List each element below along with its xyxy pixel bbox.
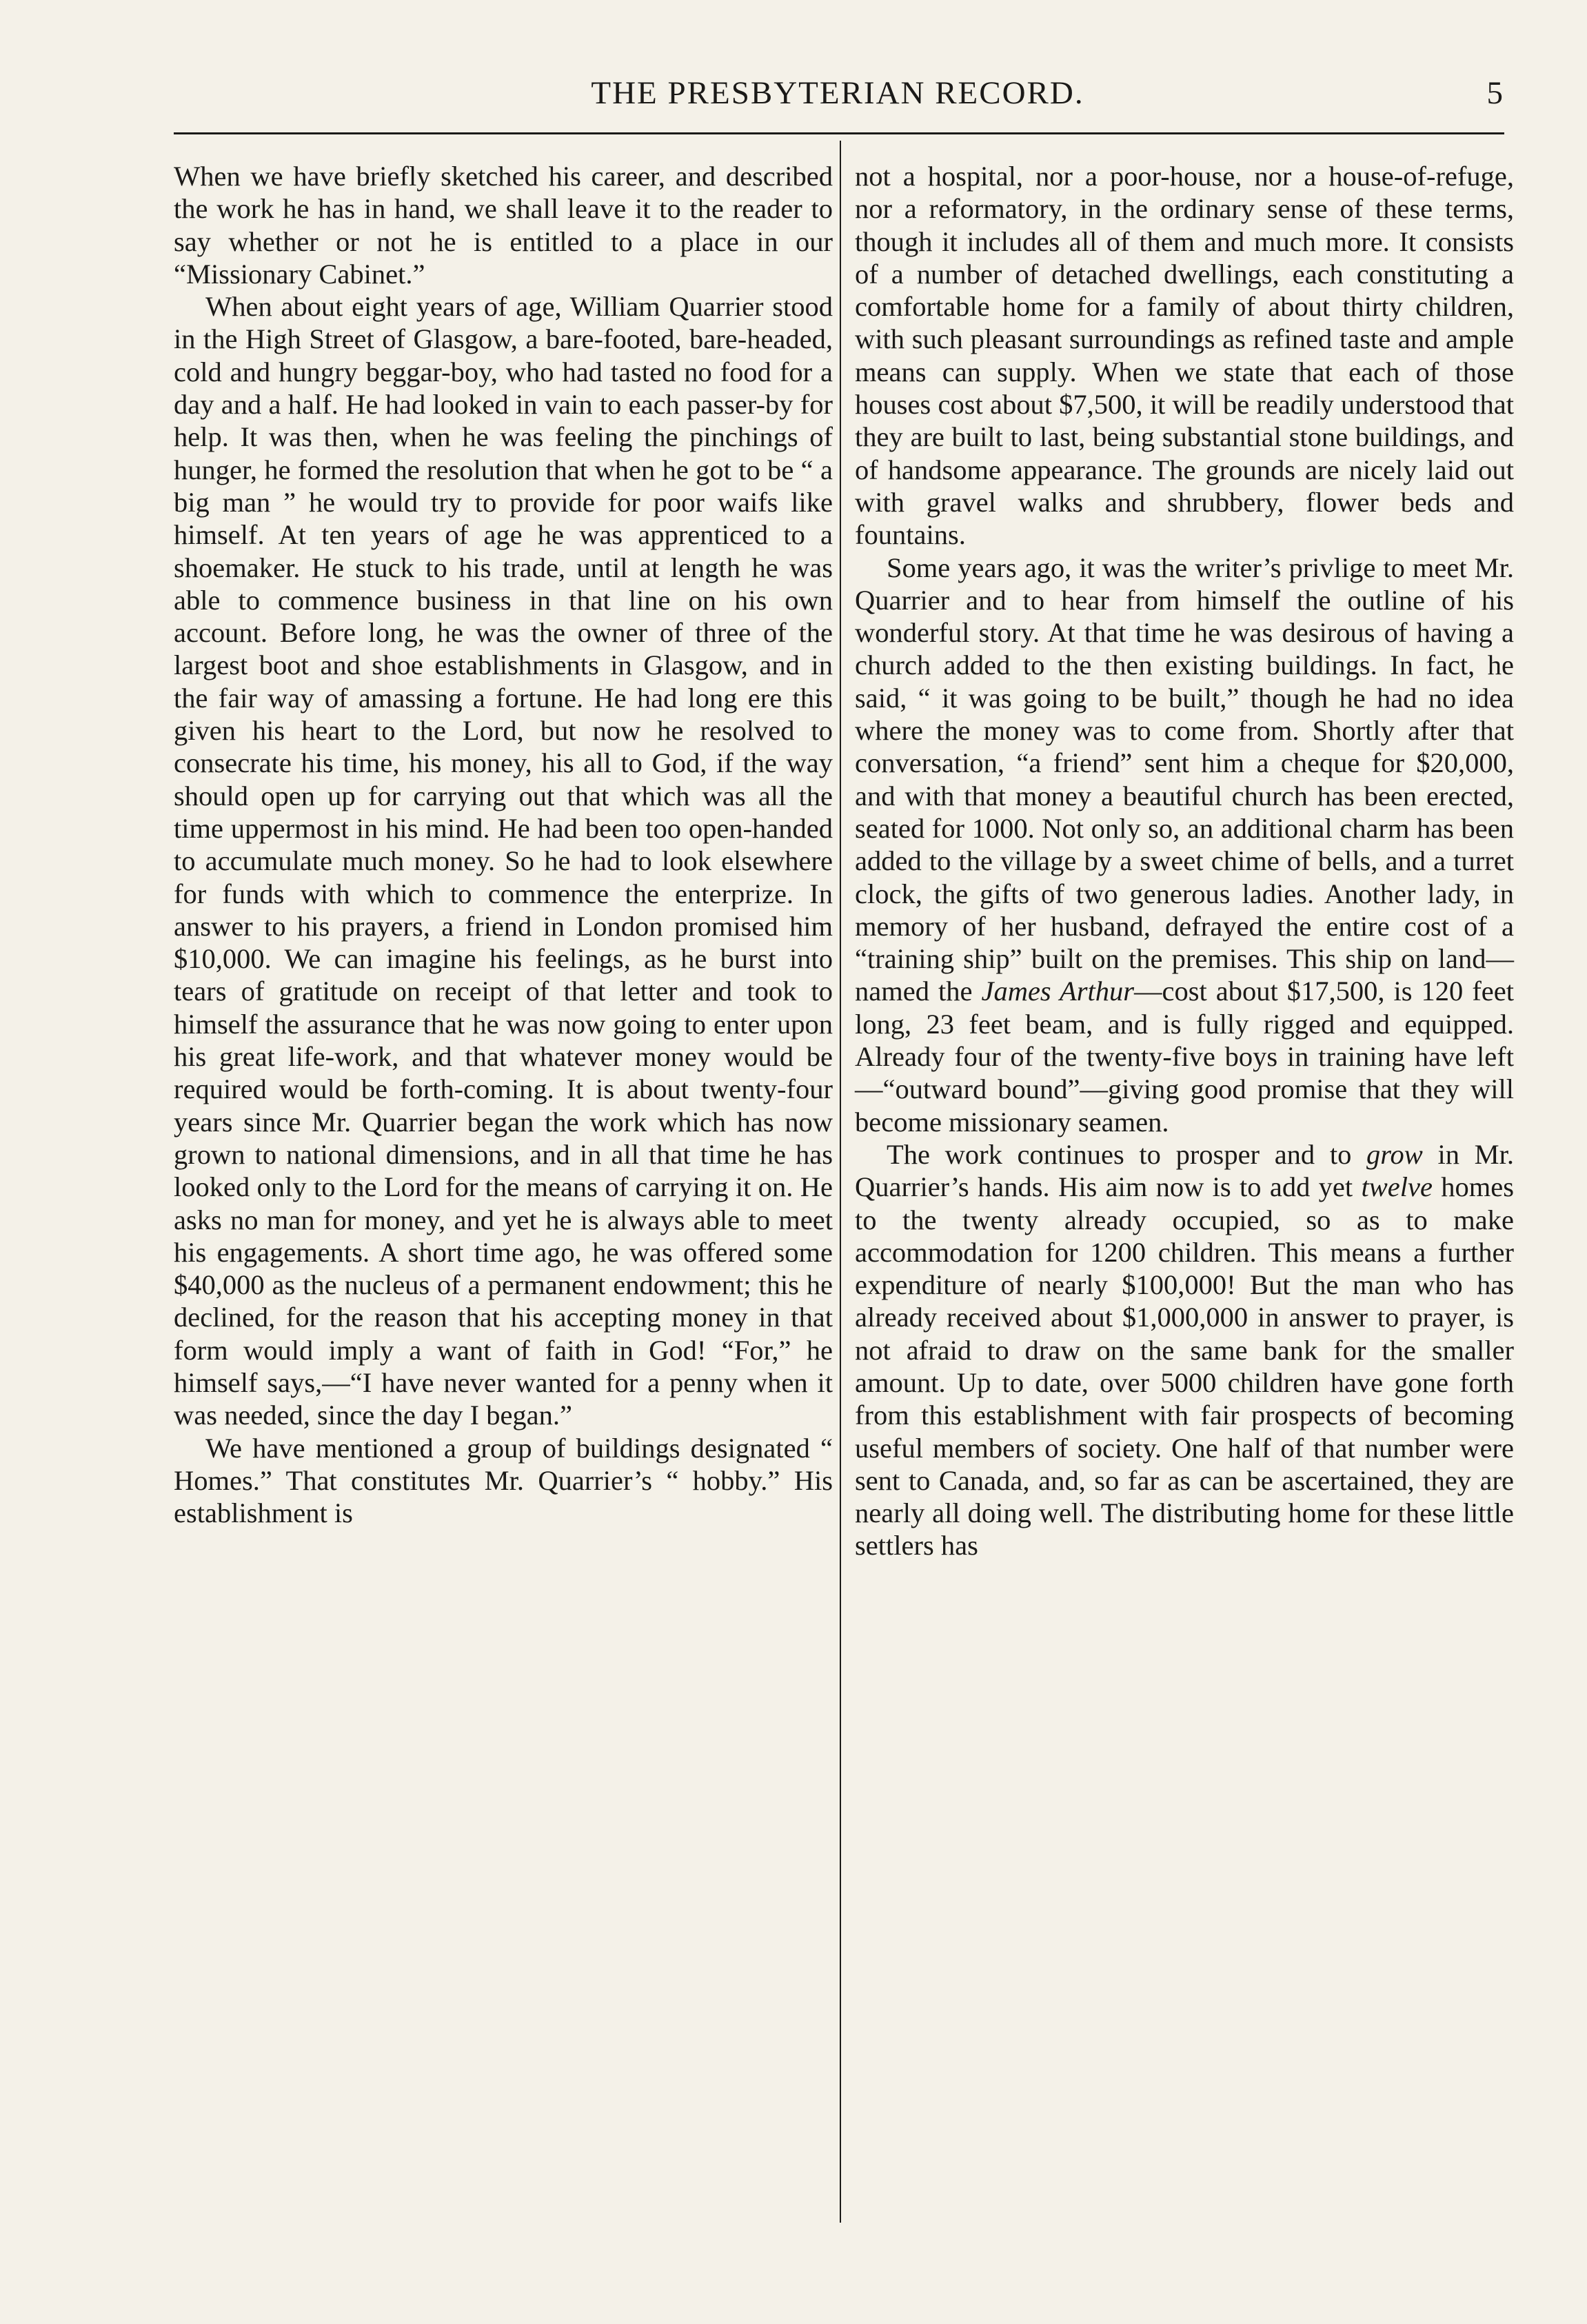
emphasis: twelve	[1361, 1171, 1433, 1203]
running-title: THE PRESBYTERIAN RECORD.	[591, 75, 1084, 111]
paragraph-text: homes to the twenty already occupied, so as to make accommodation for 1200 children. This means a further expenditure of nearly $100,000! But the man who has already received about $1,000,000 in answer to prayer, is not afraid to draw on the same bank for the smaller amount. Up to date, over 5000 children have gone forth from this establishment with fair prospects of becoming useful members of society. One half of that number were sent to Canada, and, so far as can be ascertained, they are nearly all doing well. The distributing home for these little settlers has	[855, 1171, 1515, 1562]
paragraph-text: —cost about $17,500, is 120 feet long, 23 feet beam, and is fully rigged and equipped. Already four of the twenty-five boys in training have left—“outward bound”—giving good promise that they will become missionary seamen.	[855, 976, 1515, 1138]
paragraph-text: The work continues to prosper and to	[887, 1138, 1352, 1170]
header-rule	[174, 132, 1504, 134]
emphasis: grow	[1366, 1138, 1423, 1170]
paragraph-text: Some years ago, it was the writer’s privlige to meet Mr. Quarrier and to hear from himself the outline of his wonderful story. At that time he was desirous of having a church added to the then existing buildings. In fact, he said, “ it was going to be built,” though he had no idea where the money was to come from. Shortly after that conversation, “a friend” sent him a cheque for $20,000, and with that money a beautiful church has been erected, seated for 1000. Not only so, an additional charm has been added to the village by a sweet chime of bells, and a turret clock, the gifts of two generous ladies. Another lady, in memory of her husband, defrayed the entire cost of a “training ship” built on the premises. This ship on land—named the	[855, 552, 1514, 1007]
paragraph: We have mentioned a group of buildings designated “ Homes.” That constitutes Mr. Quarrier’s “ hobby.” His establishment is	[174, 1432, 833, 1529]
column-divider	[840, 141, 841, 2223]
paragraph	[855, 1138, 1514, 1562]
paragraph: When we have briefly sketched his career, and described the work he has in hand, we shall leave it to the reader to say whether or not he is entitled to a place in our “Missionary Cabinet.”	[174, 161, 833, 290]
paragraph	[855, 552, 1514, 1138]
page-number: 5	[1486, 75, 1503, 111]
ship-name: James Arthur	[981, 976, 1134, 1007]
paragraph: not a hospital, nor a poor-house, nor a house-of-refuge, nor a reformatory, in the ordinary sense of these terms, though it includes all of them and much more. It consists of a number of detached dwellings, each constituting a comfortable home for a family of about thirty children, with such pleasant surroundings as refined taste and ample means can supply. When we state that each of those houses cost about $7,500, it will be readily understood that they are built to last, being substantial stone buildings, and of handsome appearance. The grounds are nicely laid out with gravel walks and shrubbery, flower beds and fountains.	[855, 161, 1514, 551]
page-header	[172, 74, 1503, 116]
right-column	[855, 160, 1514, 1562]
left-column	[174, 160, 833, 1529]
paragraph: When about eight years of age, William Quarrier stood in the High Street of Glasgow, a bare-footed, bare-headed, cold and hungry beggar-boy, who had tasted no food for a day and a half. He had looked in vain to each passer-by for help. It was then, when he was feeling the pinchings of hunger, he formed the resolution that when he got to be “ a big man ” he would try to provide for poor waifs like himself. At ten years of age he was apprenticed to a shoemaker. He stuck to his trade, until at length he was able to commence business in that line on his own account. Before long, he was the owner of three of the largest boot and shoe establishments in Glasgow, and in the fair way of amassing a fortune. He had long ere this given his heart to the Lord, but now he resolved to consecrate his time, his money, his all to God, if the way should open up for carrying out that which was all the time uppermost in his mind. He had been too open-handed to accumulate much money. So he had to look elsewhere for funds with which to commence the enterprize. In answer to his prayers, a friend in London promised him $10,000. We can imagine his feelings, as he burst into tears of gratitude on receipt of that letter and took to himself the assurance that he was now going to enter upon his great life-work, and that whatever money would be required would be forth-coming. It is about twenty-four years since Mr. Quarrier began the work which has now grown to national dimensions, and in all that time he has looked only to the Lord for the means of carrying it on. He asks no man for money, and yet he is always able to meet his engagements. A short time ago, he was offered some $40,000 as the nucleus of a permanent endowment; this he declined, for the reason that his accepting money in that form would imply a want of faith in God! “For,” he himself says,—“I have never wanted for a penny when it was needed, since the day I began.”	[174, 291, 833, 1431]
paragraph-text: in Mr. Quarrier’s hands. His aim now is to add yet	[855, 1138, 1515, 1203]
